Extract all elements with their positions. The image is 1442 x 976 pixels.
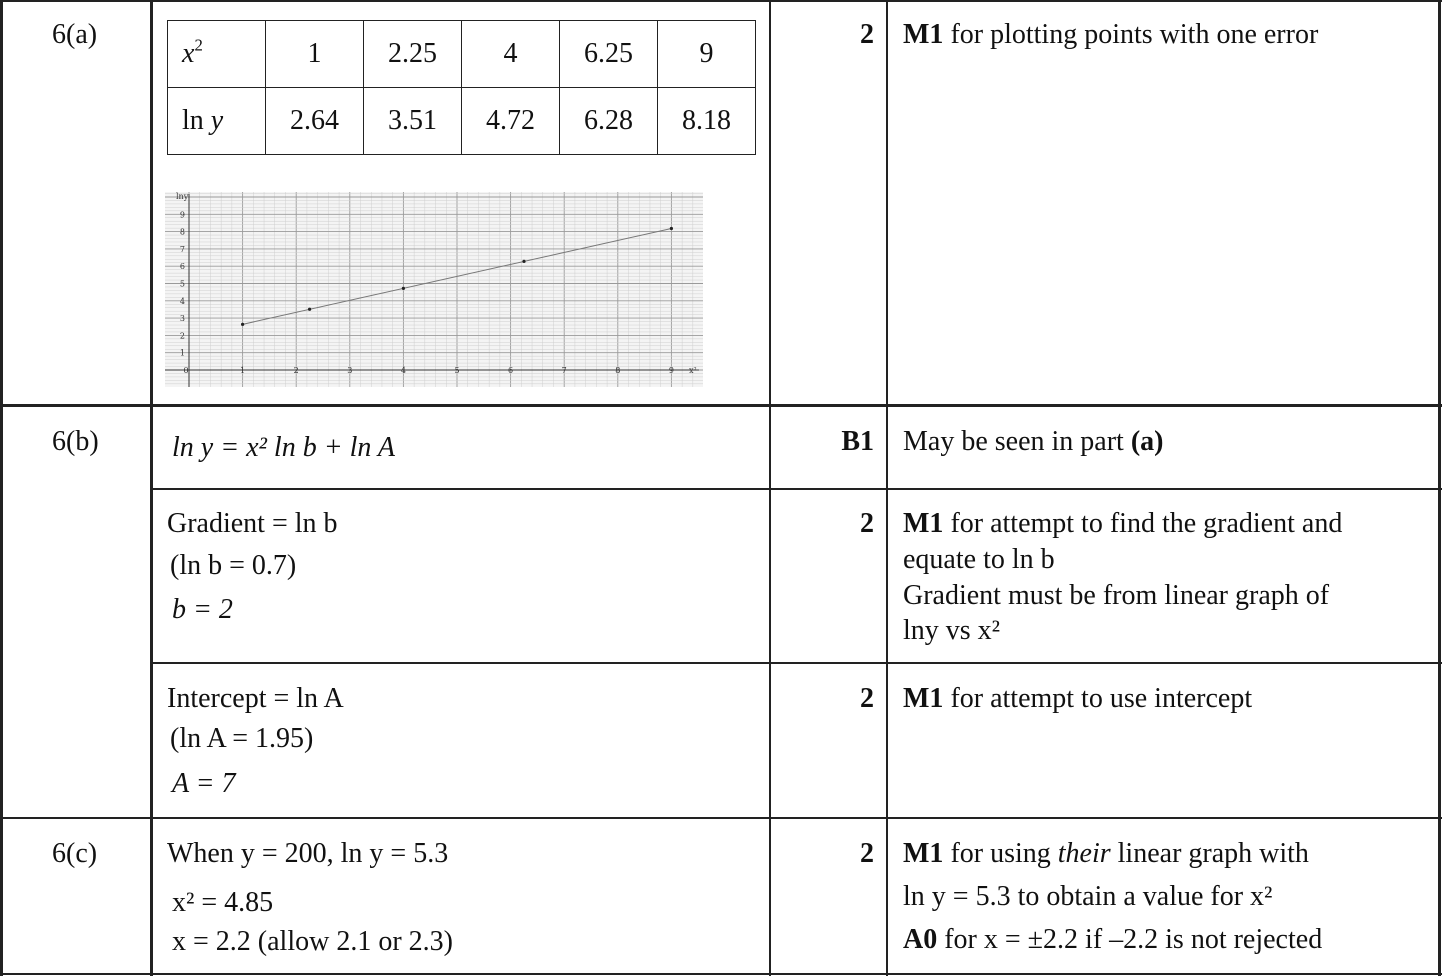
guidance-6b-r2-line2: equate to ln b [903, 544, 1055, 575]
table-cell: 2.64 [266, 88, 364, 155]
table-cell: 4.72 [462, 88, 560, 155]
question-label-6c: 6(c) [52, 838, 98, 869]
table-row-lny [168, 88, 756, 155]
guidance-6c-line3: A0 for x = ±2.2 if –2.2 is not rejected [903, 924, 1323, 955]
answer-6b-equation: ln y = x² ln b + ln A [172, 432, 395, 463]
col-divider-right [1438, 0, 1441, 976]
data-point [670, 227, 673, 230]
x-tick-label: 3 [347, 366, 353, 375]
mark-6b-r2: 2 [860, 508, 874, 539]
y-tick-label: 1 [179, 348, 185, 358]
answer-6b-lnb: (ln b = 0.7) [170, 550, 297, 581]
table-cell: 2.25 [364, 21, 462, 88]
answer-6b-lna: (ln A = 1.95) [170, 723, 314, 754]
col-divider-left [0, 0, 3, 976]
y-tick-label: 4 [179, 296, 185, 306]
y-tick-label: 3 [179, 314, 185, 324]
row-divider-top [0, 0, 1442, 2]
table-cell: 4 [462, 21, 560, 88]
table-cell: 9 [658, 21, 756, 88]
row-divider-6b-r1 [152, 488, 1442, 490]
y-tick-label: 2 [179, 331, 185, 341]
scatter-graph [165, 192, 703, 387]
col-divider-2 [769, 0, 771, 976]
data-table [167, 20, 756, 155]
table-header-lny: ln y [168, 88, 266, 155]
table-cell: 1 [266, 21, 364, 88]
table-header-x2: $x^2$ [168, 21, 266, 88]
mark-6b-r1: B1 [841, 426, 874, 457]
y-tick-label: 6 [179, 262, 185, 272]
x-tick-label: 9 [668, 366, 674, 375]
y-tick-label: 9 [179, 210, 185, 220]
row-divider-bottom [0, 973, 1442, 975]
answer-6b-a: A = 7 [172, 768, 236, 799]
mark-6a: 2 [860, 19, 874, 50]
y-axis-label: lny [176, 192, 189, 201]
answer-6c-line2: x² = 4.85 [172, 887, 274, 918]
mark-6b-r3: 2 [860, 683, 874, 714]
x-tick-label: 5 [454, 366, 460, 375]
data-point [522, 260, 525, 263]
guidance-6c-line2: ln y = 5.3 to obtain a value for x² [903, 881, 1273, 912]
col-divider-1 [150, 0, 153, 976]
guidance-6c-line1: M1 for using their linear graph with [903, 838, 1309, 869]
y-tick-label: 7 [179, 244, 185, 254]
x-tick-label: 1 [240, 366, 246, 375]
x-tick-label: 2 [293, 366, 299, 375]
y-tick-label: 8 [179, 227, 185, 237]
x-tick-label: 7 [561, 366, 567, 375]
answer-6c-line3: x = 2.2 (allow 2.1 or 2.3) [172, 926, 453, 957]
table-cell: 6.25 [560, 21, 658, 88]
data-point [308, 308, 311, 311]
table-cell: 3.51 [364, 88, 462, 155]
guidance-6b-r2-line1: M1 for attempt to find the gradient and [903, 508, 1343, 539]
x-tick-label: 8 [615, 366, 621, 375]
x-axis-label: x² [689, 366, 697, 375]
table-row-x2 [168, 21, 756, 88]
data-point [241, 323, 244, 326]
answer-6c-line1: When y = 200, ln y = 5.3 [167, 838, 449, 869]
question-label-6b: 6(b) [52, 426, 99, 457]
mark-6c: 2 [860, 838, 874, 869]
answer-6b-gradient: Gradient = ln b [167, 508, 338, 539]
data-point [402, 287, 405, 290]
question-label-6a: 6(a) [52, 19, 98, 50]
col-divider-3 [886, 0, 888, 976]
x-tick-label: 0 [183, 366, 189, 375]
row-divider-6b-6c [0, 817, 1442, 819]
guidance-6b-r2-line4: lny vs x² [903, 615, 1001, 646]
answer-6b-intercept: Intercept = ln A [167, 683, 344, 714]
guidance-6b-r3: M1 for attempt to use intercept [903, 683, 1253, 714]
table-cell: 8.18 [658, 88, 756, 155]
guidance-6b-r2-line3: Gradient must be from linear graph of [903, 580, 1330, 611]
answer-6b-b: b = 2 [172, 594, 233, 625]
guidance-6a: M1 for plotting points with one error [903, 19, 1319, 50]
row-divider-6a-6b [0, 404, 1442, 407]
x-tick-label: 6 [508, 366, 514, 375]
table-cell: 6.28 [560, 88, 658, 155]
row-divider-6b-r2 [152, 662, 1442, 664]
y-tick-label: 5 [179, 279, 185, 289]
x-tick-label: 4 [400, 366, 406, 375]
guidance-6b-r1: May be seen in part (a) [903, 426, 1164, 457]
